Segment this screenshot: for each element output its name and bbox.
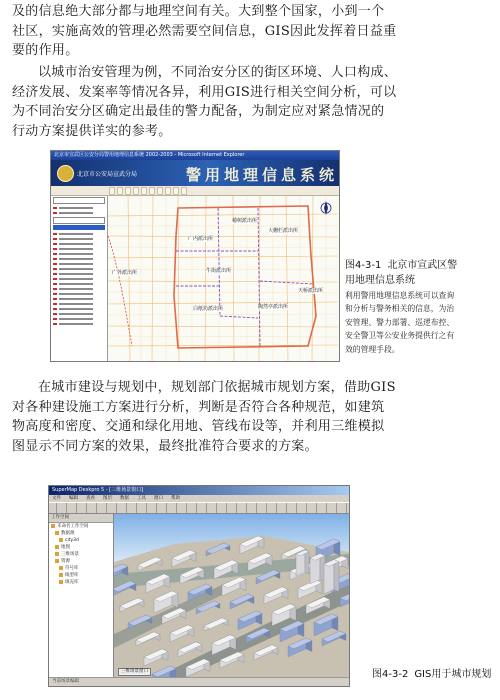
figure-1-title-line: 北京市宣武区警 — [387, 260, 458, 271]
layer-item[interactable] — [53, 233, 105, 235]
menu-item[interactable]: 文件 — [52, 496, 61, 501]
caption-line: 安管理、警力部署、巡逻布控、 — [345, 317, 455, 327]
system-banner — [51, 160, 339, 186]
layer-item[interactable] — [53, 268, 105, 270]
map-label: 大栅栏派出所 — [268, 228, 299, 234]
tree-node-label: 资源 — [61, 559, 70, 564]
layer-item[interactable] — [53, 207, 105, 209]
layer-item[interactable] — [53, 253, 105, 255]
layer-item[interactable] — [53, 278, 105, 280]
figure-2-title — [372, 667, 491, 682]
layer-item[interactable] — [53, 293, 105, 295]
menu-item[interactable] — [149, 187, 155, 195]
tree-node-label: 符号库 — [65, 566, 79, 571]
figure-1-caption — [345, 258, 495, 356]
tree-node[interactable] — [49, 572, 113, 579]
tree-node-label: city3d — [65, 538, 79, 543]
layer-item[interactable] — [53, 323, 105, 325]
paragraph-1 — [12, 2, 482, 61]
caption-line: 利用警用地理信息系统可以查询 — [345, 291, 455, 300]
police-badge-icon — [57, 165, 74, 182]
tree-node-label: 填充库 — [65, 580, 79, 585]
layer-item-selected[interactable] — [53, 225, 105, 230]
caption-line: 和分析与警务相关的信息，为治 — [345, 304, 455, 314]
figure-1-number: 图4-3-1 — [345, 260, 382, 271]
status-bar: 当前场景编辑 — [49, 677, 349, 686]
menu-bar — [51, 186, 339, 196]
tree-node[interactable] — [49, 565, 113, 572]
menu-item[interactable]: 窗口 — [154, 496, 163, 501]
layer-item[interactable] — [53, 273, 105, 275]
tree-node-label: 线型库 — [65, 573, 79, 578]
layer-item[interactable] — [53, 308, 105, 310]
paragraph-line: 物高度和密度、交通和绿化用地、管线布设等，并利用三维模拟 — [12, 419, 385, 434]
menu-item[interactable]: 查看 — [86, 496, 95, 501]
layer-item[interactable] — [53, 243, 105, 245]
menu-item[interactable]: 图层 — [103, 496, 112, 501]
supermap-screenshot — [48, 485, 350, 687]
paragraph-line: 社区，实施高效的管理必然需要空间信息，GIS因此发挥着日益重 — [12, 23, 397, 39]
menu-item[interactable]: 编辑 — [69, 496, 78, 501]
district-map[interactable] — [108, 196, 339, 361]
menu-item[interactable]: 帮助 — [171, 496, 180, 501]
menu-item[interactable] — [133, 187, 139, 195]
map-label: 天桥派出所 — [298, 288, 324, 294]
figure-1-description — [345, 289, 495, 356]
paragraph-line: 对各种建设施工方案进行分析，判断是否符合各种规范，如建筑 — [12, 399, 385, 415]
tree-node[interactable] — [49, 579, 113, 586]
paragraph-line: 在城市建设与规划中，规划部门依据城市规划方案，借助GIS — [38, 380, 396, 395]
tree-node[interactable] — [49, 544, 113, 551]
window-title: 北京市宣武区公安分局警用地理信息系统 2002-2003 - Microsoft Internet Explorer — [51, 151, 339, 160]
menu-item[interactable] — [117, 187, 123, 195]
district-map-drawing — [108, 196, 338, 361]
layer-panel — [51, 196, 108, 361]
menu-item[interactable] — [141, 187, 147, 195]
menu-item[interactable] — [125, 187, 131, 195]
symbol-icon — [59, 566, 63, 570]
layer-item[interactable] — [53, 238, 105, 240]
caption-line: 安全警卫等公安业务提供行之有 — [345, 331, 455, 341]
caption-line: 效的管理手段。 — [345, 344, 400, 354]
query-field[interactable] — [53, 217, 105, 224]
menu-item[interactable]: 工具 — [137, 496, 146, 501]
tree-node[interactable] — [49, 537, 113, 544]
map-label: 广外派出所 — [112, 270, 138, 276]
scene-icon — [55, 552, 59, 556]
layer-item[interactable] — [53, 263, 105, 265]
figure-2-caption — [372, 667, 491, 682]
datasource-icon — [59, 538, 63, 542]
tree-node-label: 地图 — [61, 545, 70, 550]
scene-tab[interactable]: 三维场景窗口 — [118, 668, 151, 676]
tree-node[interactable] — [49, 530, 113, 537]
3d-city-scene[interactable] — [114, 514, 349, 678]
map-label: 牛街派出所 — [206, 268, 232, 274]
tree-header: 工作空间 — [49, 514, 113, 523]
menu-item[interactable] — [165, 187, 171, 195]
north-arrow-icon — [321, 201, 331, 215]
figure-2-title-text: GIS用于城市规划 — [414, 669, 492, 680]
fill-icon — [59, 580, 63, 584]
paragraph-2 — [12, 63, 482, 141]
tree-node-label: 数据源 — [61, 531, 75, 536]
police-gis-screenshot — [50, 150, 340, 362]
figure-2-number: 图4-3-2 — [372, 669, 409, 680]
layer-item[interactable] — [53, 318, 105, 320]
tree-node[interactable] — [49, 523, 113, 530]
query-field[interactable] — [53, 197, 105, 204]
tree-node[interactable] — [49, 551, 113, 558]
menu-bar — [49, 495, 349, 502]
banner-org: 北京市公安局宣武分局 — [77, 171, 138, 178]
layer-item[interactable] — [53, 303, 105, 305]
layer-item[interactable] — [53, 313, 105, 315]
tree-node-label: 三维场景 — [61, 552, 79, 557]
paragraph-3 — [12, 378, 482, 456]
3d-city-drawing — [114, 514, 349, 678]
layer-item[interactable] — [53, 283, 105, 285]
map-label: 广内派出所 — [188, 236, 214, 242]
map-label: 椿树派出所 — [232, 218, 258, 224]
database-icon — [55, 531, 59, 535]
layer-item[interactable] — [53, 288, 105, 290]
paragraph-line: 行动方案提供详实的参考。 — [12, 123, 172, 139]
figure-1-title-line: 用地理信息系统 — [345, 275, 415, 286]
tree-node-label: 未命名工作空间 — [57, 524, 89, 529]
map-label: 陶然亭派出所 — [258, 304, 289, 310]
window-title: SuperMap Deskpro 5 - [三维场景窗口] — [49, 486, 349, 495]
paragraph-line: 图显示不同方案的效果，最终批准符合要求的方案。 — [12, 438, 318, 454]
figure-1-title — [345, 258, 495, 288]
tree-node[interactable] — [49, 558, 113, 565]
menu-item[interactable] — [109, 187, 115, 195]
paragraph-line: 及的信息绝大部分都与地理空间有关。大到整个国家，小到一个 — [12, 4, 385, 19]
resource-icon — [55, 559, 59, 563]
paragraph-line: 以城市治安管理为例，不同治安分区的街区环境、人口构成、 — [38, 65, 398, 80]
folder-icon — [51, 524, 55, 528]
menu-item[interactable] — [181, 187, 187, 195]
paragraph-line: 经济发展、发案率等情况各异，利用GIS进行相关空间分析，可以 — [12, 84, 397, 100]
layer-item[interactable] — [53, 248, 105, 250]
layer-item[interactable] — [53, 298, 105, 300]
menu-item[interactable]: 数据 — [120, 496, 129, 501]
map-icon — [55, 545, 59, 549]
layer-item[interactable] — [53, 258, 105, 260]
line-style-icon — [59, 573, 63, 577]
banner-title: 警用地理信息系统 — [186, 166, 339, 184]
workspace-tree — [49, 514, 114, 678]
toolbar[interactable] — [49, 502, 349, 514]
menu-item[interactable] — [157, 187, 163, 195]
paragraph-line: 为不同治安分区确定出最佳的警力配备，为制定应对紧急情况的 — [12, 104, 385, 119]
paragraph-line: 要的作用。 — [12, 43, 79, 58]
menu-item[interactable] — [173, 187, 179, 195]
map-label: 白纸坊派出所 — [193, 306, 224, 312]
layer-item[interactable] — [53, 212, 105, 214]
